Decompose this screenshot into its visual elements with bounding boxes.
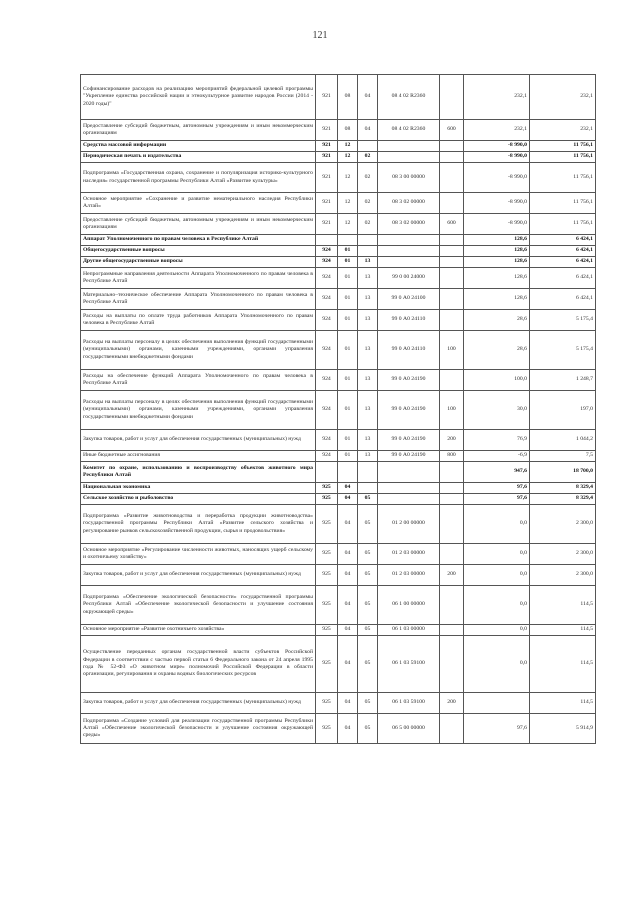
amount-total: 11 756,1 xyxy=(530,141,596,152)
table-row xyxy=(81,391,596,430)
table-row xyxy=(81,494,596,505)
section-code: 12 xyxy=(338,214,358,235)
target-article-code: 08 3 02 00000 xyxy=(378,193,440,214)
section-code: 04 xyxy=(338,625,358,636)
amount-change: 232,1 xyxy=(464,120,530,141)
expense-type-code: 200 xyxy=(440,693,464,714)
admin-code: 925 xyxy=(316,483,338,494)
section-code: 01 xyxy=(338,257,358,268)
row-name: Софинансирование расходов на реализацию мероприятий федеральной целевой программы "Укрепление единства российской нации и этнокультурное развитие народов России (2014 - 2020 годы)" xyxy=(81,75,316,120)
expense-type-code xyxy=(440,310,464,331)
table-row xyxy=(81,565,596,586)
subsection-code: 13 xyxy=(358,257,378,268)
expense-type-code xyxy=(440,462,464,483)
subsection-code: 05 xyxy=(358,586,378,625)
subsection-code: 13 xyxy=(358,331,378,370)
target-article-code: 06 1 03 59100 xyxy=(378,693,440,714)
target-article-code: 99 0 А0 24190 xyxy=(378,430,440,451)
expense-type-code xyxy=(440,141,464,152)
amount-change: 128,6 xyxy=(464,235,530,246)
section-code: 01 xyxy=(338,310,358,331)
amount-total: 2 300,0 xyxy=(530,565,596,586)
subsection-code: 13 xyxy=(358,370,378,391)
admin-code: 925 xyxy=(316,565,338,586)
amount-total: 5 914,9 xyxy=(530,714,596,744)
subsection-code: 05 xyxy=(358,714,378,744)
expense-type-code xyxy=(440,625,464,636)
amount-total: 11 756,1 xyxy=(530,193,596,214)
row-name: Периодическая печать и издательства xyxy=(81,152,316,163)
table-row xyxy=(81,152,596,163)
subsection-code xyxy=(358,483,378,494)
target-article-code xyxy=(378,246,440,257)
subsection-code: 05 xyxy=(358,544,378,565)
target-article-code: 08 4 02 R2360 xyxy=(378,75,440,120)
expense-type-code xyxy=(440,235,464,246)
subsection-code: 13 xyxy=(358,310,378,331)
expense-type-code xyxy=(440,714,464,744)
expense-type-code xyxy=(440,152,464,163)
table-row xyxy=(81,214,596,235)
amount-change: -8 990,0 xyxy=(464,163,530,193)
table-row xyxy=(81,483,596,494)
table-row xyxy=(81,331,596,370)
expense-type-code xyxy=(440,483,464,494)
amount-total: 11 756,1 xyxy=(530,152,596,163)
target-article-code: 06 5 00 00000 xyxy=(378,714,440,744)
section-code xyxy=(338,462,358,483)
expense-type-code: 200 xyxy=(440,430,464,451)
subsection-code: 05 xyxy=(358,494,378,505)
table-row xyxy=(81,246,596,257)
target-article-code xyxy=(378,257,440,268)
amount-change: 76,9 xyxy=(464,430,530,451)
table-row xyxy=(81,163,596,193)
target-article-code: 99 0 А0 24110 xyxy=(378,331,440,370)
expense-type-code xyxy=(440,257,464,268)
admin-code: 924 xyxy=(316,310,338,331)
amount-total: 6 424,1 xyxy=(530,268,596,289)
section-code: 04 xyxy=(338,565,358,586)
amount-total: 5 175,4 xyxy=(530,310,596,331)
admin-code: 924 xyxy=(316,246,338,257)
target-article-code xyxy=(378,483,440,494)
admin-code: 925 xyxy=(316,693,338,714)
amount-total: 114,5 xyxy=(530,693,596,714)
admin-code: 924 xyxy=(316,391,338,430)
amount-total: 232,1 xyxy=(530,120,596,141)
section-code: 12 xyxy=(338,193,358,214)
admin-code: 925 xyxy=(316,714,338,744)
page-number: 121 xyxy=(312,30,328,41)
amount-change: -8 990,0 xyxy=(464,214,530,235)
section-code: 04 xyxy=(338,636,358,693)
table-row xyxy=(81,430,596,451)
expense-type-code xyxy=(440,193,464,214)
subsection-code: 02 xyxy=(358,214,378,235)
admin-code: 924 xyxy=(316,289,338,310)
table-row xyxy=(81,310,596,331)
amount-total: 6 424,1 xyxy=(530,257,596,268)
subsection-code: 02 xyxy=(358,152,378,163)
row-name: Общегосударственные вопросы xyxy=(81,246,316,257)
row-name: Подпрограмма «Государственная охрана, сохранение и популяризация историко-культурного наследия» государственной программы Республики Алтай «Развитие культуры» xyxy=(81,163,316,193)
admin-code: 921 xyxy=(316,214,338,235)
amount-change: 947,6 xyxy=(464,462,530,483)
expense-type-code xyxy=(440,163,464,193)
amount-total: 11 756,1 xyxy=(530,163,596,193)
expense-type-code: 200 xyxy=(440,565,464,586)
amount-change: 97,6 xyxy=(464,494,530,505)
amount-change xyxy=(464,693,530,714)
table-row xyxy=(81,636,596,693)
amount-total: 11 756,1 xyxy=(530,214,596,235)
section-code: 01 xyxy=(338,289,358,310)
table-row xyxy=(81,544,596,565)
target-article-code: 99 0 А0 24190 xyxy=(378,391,440,430)
subsection-code: 13 xyxy=(358,391,378,430)
amount-change: 30,0 xyxy=(464,391,530,430)
admin-code: 921 xyxy=(316,75,338,120)
subsection-code xyxy=(358,141,378,152)
admin-code: 924 xyxy=(316,331,338,370)
amount-change: 28,6 xyxy=(464,331,530,370)
amount-change: 28,6 xyxy=(464,310,530,331)
admin-code: 925 xyxy=(316,544,338,565)
admin-code: 925 xyxy=(316,494,338,505)
amount-total: 8 329,4 xyxy=(530,483,596,494)
section-code: 08 xyxy=(338,120,358,141)
amount-change: 0,0 xyxy=(464,625,530,636)
target-article-code: 01 2 00 00000 xyxy=(378,505,440,544)
target-article-code xyxy=(378,235,440,246)
expense-type-code xyxy=(440,586,464,625)
target-article-code xyxy=(378,494,440,505)
amount-change: 128,6 xyxy=(464,257,530,268)
section-code: 12 xyxy=(338,152,358,163)
admin-code: 924 xyxy=(316,268,338,289)
target-article-code xyxy=(378,141,440,152)
table-row xyxy=(81,141,596,152)
target-article-code: 08 3 02 00000 xyxy=(378,214,440,235)
section-code xyxy=(338,235,358,246)
expense-type-code xyxy=(440,544,464,565)
table-row xyxy=(81,193,596,214)
amount-change: 128,6 xyxy=(464,289,530,310)
table-row xyxy=(81,75,596,120)
table-row xyxy=(81,714,596,744)
section-code: 01 xyxy=(338,391,358,430)
section-code: 04 xyxy=(338,544,358,565)
amount-total: 6 424,1 xyxy=(530,235,596,246)
row-name: Закупка товаров, работ и услуг для обеспечения государственных (муниципальных) нужд xyxy=(81,430,316,451)
admin-code: 924 xyxy=(316,430,338,451)
target-article-code: 06 1 03 59100 xyxy=(378,636,440,693)
amount-total: 114,5 xyxy=(530,625,596,636)
row-name: Основное мероприятие «Регулирование численности животных, наносящих ущерб сельскому и охотничьему хозяйству» xyxy=(81,544,316,565)
table-row xyxy=(81,120,596,141)
target-article-code: 08 4 02 R2360 xyxy=(378,120,440,141)
expense-type-code: 600 xyxy=(440,214,464,235)
row-name: Основное мероприятие «Сохранение и развитие нематериального наследия Республики Алтай» xyxy=(81,193,316,214)
row-name: Национальная экономика xyxy=(81,483,316,494)
amount-total: 7,5 xyxy=(530,451,596,462)
amount-change: 0,0 xyxy=(464,505,530,544)
amount-change: 128,6 xyxy=(464,268,530,289)
subsection-code: 04 xyxy=(358,75,378,120)
budget-table-body xyxy=(81,75,596,744)
admin-code: 921 xyxy=(316,152,338,163)
section-code: 01 xyxy=(338,430,358,451)
admin-code: 924 xyxy=(316,370,338,391)
target-article-code: 99 0 А0 24190 xyxy=(378,370,440,391)
subsection-code: 02 xyxy=(358,193,378,214)
row-name: Аппарат Уполномоченного по правам человека в Республике Алтай xyxy=(81,235,316,246)
row-name: Закупка товаров, работ и услуг для обеспечения государственных (муниципальных) нужд xyxy=(81,565,316,586)
section-code: 04 xyxy=(338,586,358,625)
row-name: Предоставление субсидий бюджетным, автономным учреждениям и иным некоммерческим организациям xyxy=(81,214,316,235)
expense-type-code: 800 xyxy=(440,451,464,462)
amount-total: 6 424,1 xyxy=(530,289,596,310)
table-row xyxy=(81,586,596,625)
target-article-code: 99 0 А0 24190 xyxy=(378,451,440,462)
expense-type-code: 100 xyxy=(440,331,464,370)
row-name: Сельское хозяйство и рыболовство xyxy=(81,494,316,505)
amount-change: -6,9 xyxy=(464,451,530,462)
expense-type-code xyxy=(440,246,464,257)
admin-code: 921 xyxy=(316,120,338,141)
row-name: Расходы на выплаты персоналу в целях обеспечения выполнения функций государственными (муниципальными) органами, казенными учреждениями, органами управления государственными внебюджетными фондами xyxy=(81,391,316,430)
row-name: Расходы на выплаты персоналу в целях обеспечения выполнения функций государственными (муниципальными) органами, казенными учреждениями, органами управления государственными внебюджетными фондами xyxy=(81,331,316,370)
table-row xyxy=(81,462,596,483)
subsection-code: 05 xyxy=(358,505,378,544)
target-article-code: 01 2 03 00000 xyxy=(378,544,440,565)
target-article-code: 06 1 00 00000 xyxy=(378,586,440,625)
table-row xyxy=(81,235,596,246)
section-code: 04 xyxy=(338,483,358,494)
budget-table xyxy=(80,74,596,744)
section-code: 01 xyxy=(338,370,358,391)
target-article-code xyxy=(378,462,440,483)
section-code: 12 xyxy=(338,163,358,193)
subsection-code: 13 xyxy=(358,430,378,451)
table-row xyxy=(81,505,596,544)
table-row xyxy=(81,257,596,268)
target-article-code xyxy=(378,152,440,163)
table-row xyxy=(81,268,596,289)
admin-code: 925 xyxy=(316,505,338,544)
amount-total: 2 300,0 xyxy=(530,505,596,544)
subsection-code: 13 xyxy=(358,268,378,289)
row-name: Основное мероприятие «Развитие охотничьего хозяйства» xyxy=(81,625,316,636)
amount-change: 128,6 xyxy=(464,246,530,257)
amount-total: 6 424,1 xyxy=(530,246,596,257)
subsection-code: 05 xyxy=(358,636,378,693)
section-code: 04 xyxy=(338,714,358,744)
row-name: Средства массовой информации xyxy=(81,141,316,152)
admin-code xyxy=(316,235,338,246)
expense-type-code xyxy=(440,636,464,693)
amount-change: 0,0 xyxy=(464,544,530,565)
table-row xyxy=(81,289,596,310)
table-row xyxy=(81,451,596,462)
amount-total: 1 044,2 xyxy=(530,430,596,451)
amount-total: 197,0 xyxy=(530,391,596,430)
expense-type-code xyxy=(440,505,464,544)
table-row xyxy=(81,625,596,636)
row-name: Подпрограмма «Развитие животноводства и переработка продукции животноводства» государственной программы Республики Алтай «Развитие сельского хозяйства и регулирование рынков сельскохозяйственной продукции, сырья и продовольствия» xyxy=(81,505,316,544)
subsection-code: 05 xyxy=(358,693,378,714)
section-code: 01 xyxy=(338,331,358,370)
subsection-code: 13 xyxy=(358,289,378,310)
target-article-code: 08 3 00 00000 xyxy=(378,163,440,193)
subsection-code: 04 xyxy=(358,120,378,141)
expense-type-code: 600 xyxy=(440,120,464,141)
expense-type-code xyxy=(440,370,464,391)
amount-change: 0,0 xyxy=(464,565,530,586)
subsection-code: 05 xyxy=(358,625,378,636)
admin-code: 921 xyxy=(316,163,338,193)
row-name: Комитет по охране, использованию и воспроизводству объектов животного мира Республики Алтай xyxy=(81,462,316,483)
row-name: Предоставление субсидий бюджетным, автономным учреждениям и иным некоммерческим организациям xyxy=(81,120,316,141)
section-code: 08 xyxy=(338,75,358,120)
amount-change: -8 990,0 xyxy=(464,193,530,214)
amount-change: 0,0 xyxy=(464,636,530,693)
section-code: 01 xyxy=(338,268,358,289)
table-row xyxy=(81,693,596,714)
amount-total: 114,5 xyxy=(530,636,596,693)
row-name: Осуществление переданных органам государственной власти субъектов Российской Федерации в соответствии с частью первой статьи 6 Федерального закона от 24 апреля 1995 года № 52-ФЗ «О животном мире» полномочий Российской Федерации в области организации, регулирования и охраны водных биологических ресурсов xyxy=(81,636,316,693)
amount-total: 1 248,7 xyxy=(530,370,596,391)
amount-change: 97,6 xyxy=(464,483,530,494)
row-name: Материально–техническое обеспечение Аппарата Уполномоченного по правам человека в Республике Алтай xyxy=(81,289,316,310)
amount-change: -8 990,0 xyxy=(464,152,530,163)
amount-total: 5 175,4 xyxy=(530,331,596,370)
subsection-code xyxy=(358,246,378,257)
admin-code: 925 xyxy=(316,625,338,636)
amount-change: 100,0 xyxy=(464,370,530,391)
admin-code: 921 xyxy=(316,141,338,152)
amount-total: 8 329,4 xyxy=(530,494,596,505)
subsection-code xyxy=(358,462,378,483)
target-article-code: 99 0 А0 24100 xyxy=(378,289,440,310)
expense-type-code: 100 xyxy=(440,391,464,430)
section-code: 01 xyxy=(338,451,358,462)
amount-total: 114,5 xyxy=(530,586,596,625)
row-name: Непрограммные направления деятельности Аппарата Уполномоченного по правам человека в Республике Алтай xyxy=(81,268,316,289)
target-article-code: 99 0 00 24000 xyxy=(378,268,440,289)
amount-total: 232,1 xyxy=(530,75,596,120)
amount-change: 232,1 xyxy=(464,75,530,120)
expense-type-code xyxy=(440,268,464,289)
expense-type-code xyxy=(440,75,464,120)
section-code: 04 xyxy=(338,494,358,505)
target-article-code: 01 2 03 00000 xyxy=(378,565,440,586)
row-name: Подпрограмма «Создание условий для реализации государственной программы Республики Алтай «Обеспечение экологической безопасности и улучшение состояния окружающей среды» xyxy=(81,714,316,744)
section-code: 04 xyxy=(338,505,358,544)
admin-code: 925 xyxy=(316,586,338,625)
section-code: 04 xyxy=(338,693,358,714)
row-name: Расходы на выплаты по оплате труда работников Аппарата Уполномоченного по правам человека в Республике Алтай xyxy=(81,310,316,331)
subsection-code: 05 xyxy=(358,565,378,586)
amount-total: 2 300,0 xyxy=(530,544,596,565)
row-name: Закупка товаров, работ и услуг для обеспечения государственных (муниципальных) нужд xyxy=(81,693,316,714)
amount-change: 97,6 xyxy=(464,714,530,744)
section-code: 12 xyxy=(338,141,358,152)
row-name: Иные бюджетные ассигнования xyxy=(81,451,316,462)
row-name: Расходы на обеспечение функций Аппарата Уполномоченного по правам человека в Республике Алтай xyxy=(81,370,316,391)
target-article-code: 99 0 А0 24110 xyxy=(378,310,440,331)
subsection-code xyxy=(358,235,378,246)
admin-code: 921 xyxy=(316,193,338,214)
amount-change: 0,0 xyxy=(464,586,530,625)
subsection-code: 02 xyxy=(358,163,378,193)
row-name: Другие общегосударственные вопросы xyxy=(81,257,316,268)
row-name: Подпрограмма «Обеспечение экологической безопасности» государственной программы Республики Алтай «Обеспечение экологической безопасности и улучшение состояния окружающей среды» xyxy=(81,586,316,625)
amount-change: -8 990,0 xyxy=(464,141,530,152)
admin-code: 924 xyxy=(316,451,338,462)
expense-type-code xyxy=(440,289,464,310)
target-article-code: 06 1 03 00000 xyxy=(378,625,440,636)
expense-type-code xyxy=(440,494,464,505)
admin-code: 924 xyxy=(316,257,338,268)
table-row xyxy=(81,370,596,391)
section-code: 01 xyxy=(338,246,358,257)
amount-total: 18 700,0 xyxy=(530,462,596,483)
admin-code xyxy=(316,462,338,483)
subsection-code: 13 xyxy=(358,451,378,462)
admin-code: 925 xyxy=(316,636,338,693)
